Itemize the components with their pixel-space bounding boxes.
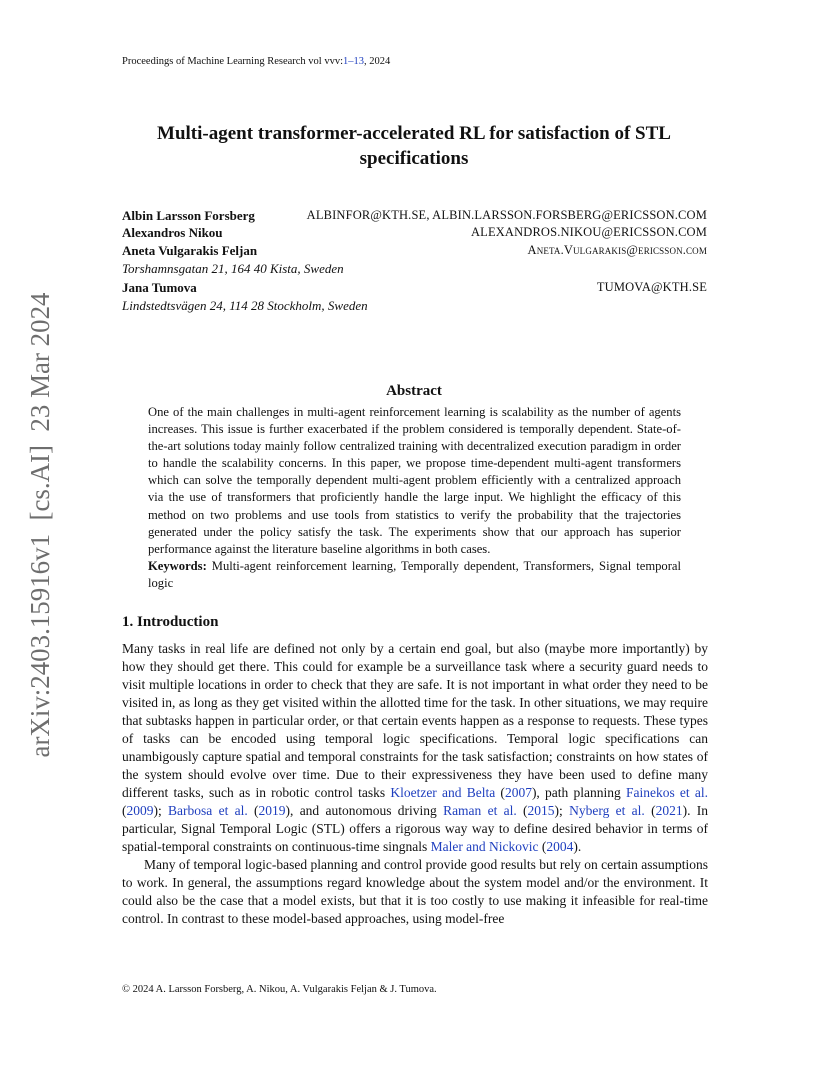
intro-text: ), path planning: [531, 785, 626, 800]
abstract-text: One of the main challenges in multi-agent reinforcement learning is scalability as the number of agents increases. This issue is further exacerbated if the problem considered is temporally dependent. State-of-the-art solutions today mainly follow centralized training with decentralized execution paradigm in order to handle the scalability concerns. In this paper, we propose time-dependent multi-agent transformers which can solve the temporally dependent multi-agent problem efficiently with a centralized approach via the use of transformers that proficiently handle the large input. We highlight the efficacy of this method on two problems and use tools from statistics to verify the probability that the trajectories generated under the policy satisfy the task. The experiments show that our approach has superior performance against the literature baseline algorithms in both cases.: [148, 405, 681, 556]
author-email: ALBINFOR@KTH.SE, ALBIN.LARSSON.FORSBERG@ERICSSON.COM: [306, 208, 707, 222]
arxiv-stamp-text: arXiv:2403.15916v1 [cs.AI] 23 Mar 2024: [25, 291, 55, 758]
affiliation-address-2: Lindstedtsvägen 24, 114 28 Stockholm, Sweden: [122, 298, 368, 313]
citation-link-kloetzer[interactable]: Kloetzer and Belta: [390, 785, 496, 800]
intro-text: ), and autonomous driving: [285, 803, 444, 818]
author-row-2: [122, 224, 707, 241]
citation-link-maler[interactable]: Maler and Nickovic: [430, 839, 539, 854]
author-row-4: [122, 279, 707, 296]
arxiv-identifier-stamp: [20, 290, 60, 760]
abstract-body: [148, 404, 681, 592]
citation-year-link[interactable]: 2021: [655, 803, 683, 818]
intro-text: Many tasks in real life are defined not only by a certain end goal, but also (maybe more importantly) by how they should get there. This could for example be a surveillance task where a security guard needs to visit multiple locations in order to check that they are safe. It is not important in what order they need to be visited in, as long as they get visited within the allotted time for the task. In other situations, we may require that subtasks happen in particular order, or that certain events happen as a response to requests. These types of tasks can be encoded using temporal logic specifications. Temporal logic specifications can unambigously capture spatial and temporal constraints for the task satisfaction; constraints on how states of the system should evolve over time. Due to their expressiveness they have been used to define many different tasks, such as in robotic control tasks: [122, 641, 708, 800]
citation-year-link[interactable]: 2019: [258, 803, 286, 818]
intro-text: );: [554, 803, 570, 818]
author-email: ALEXANDROS.NIKOU@ERICSSON.COM: [470, 225, 707, 239]
keywords-label: Keywords:: [148, 558, 207, 573]
paper-title: Multi-agent transformer-accelerated RL for satisfaction of STL specifications: [157, 123, 671, 169]
citation-year-link[interactable]: 2015: [527, 803, 555, 818]
copyright-footer: © 2024 A. Larsson Forsberg, A. Nikou, A. Vulgarakis Feljan & J. Tumova.: [122, 984, 437, 995]
intro-paragraph-1: Many tasks in real life are defined not only by a certain end goal, but also (maybe more importantly) by how they should get there. This could for example be a surveillance task where a security guard needs to visit multiple locations in order to check that they are safe. It is not important in what order they need to be visited in, as long as they get visited within the allotted time for the task. In other situations, we may require that subtasks happen in particular order, or that certain events happen as a response to requests. These types of tasks can be encoded using temporal logic specifications. Temporal logic specifications can unambigously capture spatial and temporal constraints for the task satisfaction; constraints on how states of the system should evolve over time. Due to their expressiveness they have been used to define many different tasks, such as in robotic control tasks Kloetzer and Belta (2007), path planning Fainekos et al. (2009); Barbosa et al. (2019), and autonomous driving Raman et al. (2015); Nyberg et al. (2021). In particular, Signal Temporal Logic (STL) offers a rigorous way way to define desired behavior in terms of spatial-temporal constraints on continuous-time singnals Maler and Nickovic (2004).: [122, 641, 709, 854]
keywords-list: Multi-agent reinforcement learning, Temporally dependent, Transformers, Signal temporal logic: [148, 558, 681, 590]
citation-link-nyberg[interactable]: Nyberg et al.: [569, 803, 645, 818]
author-row-3: [122, 242, 707, 259]
citation-year-link[interactable]: 2009: [126, 803, 154, 818]
author-name: Aneta Vulgarakis Feljan: [122, 243, 258, 258]
intro-paragraph-2: Many of temporal logic-based planning and control provide good results but rely on certain assumptions to work. In general, the assumptions regard knowledge about the system model and/or the environment. It could also be the case that a model exists, but that it is too costly to use making it infeasible for real-time control. In contrast to these model-based approaches, using model-free: [122, 857, 708, 926]
introduction-body: [122, 640, 708, 928]
intro-text: );: [153, 803, 169, 818]
affiliation-address-1: Torshamnsgatan 21, 164 40 Kista, Sweden: [122, 261, 344, 276]
author-email: Aneta.Vulgarakis@ericsson.com: [527, 243, 707, 257]
author-name: Jana Tumova: [122, 280, 197, 295]
author-row-1: [122, 207, 707, 224]
citation-year-link[interactable]: 2007: [504, 785, 532, 800]
intro-text: ). In particular, Signal Temporal Logic (STL) offers a rigorous way way to define desired behavior in terms of spatial-temporal constraints on continuous-time singnals: [122, 803, 709, 854]
abstract-heading: Abstract: [386, 383, 442, 399]
header-prefix: Proceedings of Machine Learning Research vol vvv:: [122, 56, 344, 67]
citation-link-fainekos[interactable]: Fainekos et al.: [625, 785, 708, 800]
author-name: Albin Larsson Forsberg: [122, 208, 255, 223]
header-suffix: , 2024: [364, 56, 391, 67]
page-range-link[interactable]: 1–13: [343, 56, 365, 67]
citation-link-raman[interactable]: Raman et al.: [443, 803, 517, 818]
author-email: TUMOVA@KTH.SE: [596, 280, 707, 294]
running-header: [122, 55, 390, 68]
keywords: [148, 558, 681, 592]
citation-link-barbosa[interactable]: Barbosa et al.: [168, 803, 248, 818]
intro-text: ).: [573, 839, 582, 854]
section-heading-introduction: 1. Introduction: [122, 614, 219, 630]
citation-year-link[interactable]: 2004: [546, 839, 574, 854]
author-name: Alexandros Nikou: [122, 225, 223, 240]
